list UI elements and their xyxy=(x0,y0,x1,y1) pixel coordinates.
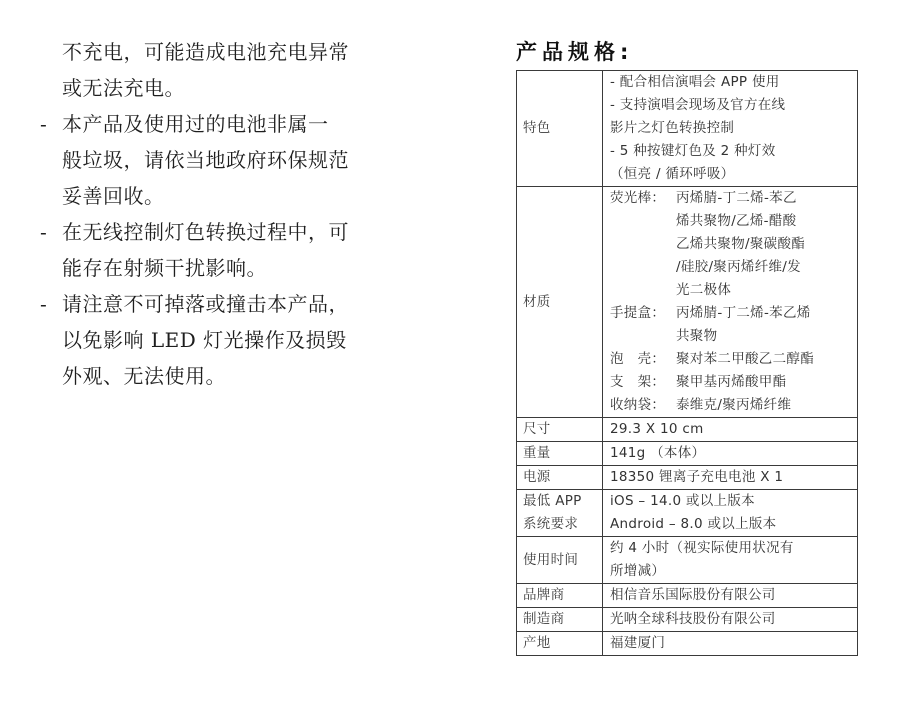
material-name: 支 架： xyxy=(610,374,666,390)
material-item xyxy=(610,302,853,348)
material-line: 烯共聚物/乙烯-醋酸 xyxy=(676,213,797,229)
note-line: 以免影响 LED 灯光操作及损毁 xyxy=(62,328,347,352)
material-item xyxy=(610,394,853,417)
material-line: 聚对苯二甲酸乙二醇酯 xyxy=(676,351,814,367)
spec-value-line: 约 4 小时（视实际使用状况有 xyxy=(610,540,794,556)
note-line: 或无法充电。 xyxy=(62,76,185,100)
spec-label: 材质 xyxy=(517,187,603,418)
note-bullet: - xyxy=(40,112,48,136)
spec-value xyxy=(603,490,858,537)
note-item xyxy=(40,214,390,286)
material-line: 丙烯腈-丁二烯-苯乙烯 xyxy=(676,305,811,321)
spec-value-line: （恒亮 / 循环呼吸） xyxy=(610,166,735,182)
note-item xyxy=(40,34,390,106)
spec-table xyxy=(516,70,858,656)
notes-list xyxy=(40,34,390,394)
spec-value xyxy=(603,187,858,418)
material-line: 共聚物 xyxy=(676,328,718,344)
material-item xyxy=(610,371,853,394)
spec-row-requirements xyxy=(517,490,858,537)
note-line: 本产品及使用过的电池非属一 xyxy=(62,112,329,136)
note-item xyxy=(40,286,390,394)
spec-value-line: Android – 8.0 或以上版本 xyxy=(610,516,777,532)
spec-label-line: 最低 APP xyxy=(523,493,582,509)
spec-label: 制造商 xyxy=(517,608,603,632)
material-line: /硅胶/聚丙烯纤维/发 xyxy=(676,259,801,275)
spec-value: 29.3 X 10 cm xyxy=(603,418,858,442)
spec-label: 尺寸 xyxy=(517,418,603,442)
material-item xyxy=(610,187,853,210)
note-item xyxy=(40,106,390,214)
spec-row-brand xyxy=(517,584,858,608)
spec-row-origin xyxy=(517,632,858,656)
spec-value: 光呐全球科技股份有限公司 xyxy=(603,608,858,632)
note-bullet: - xyxy=(40,220,48,244)
spec-row-size xyxy=(517,418,858,442)
note-line: 在无线控制灯色转换过程中，可 xyxy=(62,220,349,244)
spec-value-line: - 5 种按键灯色及 2 种灯效 xyxy=(610,143,776,159)
spec-value: 141g （本体） xyxy=(603,442,858,466)
note-line: 能存在射频干扰影响。 xyxy=(62,256,267,280)
material-line: 泰维克/聚丙烯纤维 xyxy=(676,397,792,413)
material-line: 光二极体 xyxy=(676,282,732,298)
material-name: 荧光棒： xyxy=(610,190,666,206)
material-item xyxy=(610,348,853,371)
note-line: 妥善回收。 xyxy=(62,184,165,208)
spec-label: 重量 xyxy=(517,442,603,466)
spec-row-usage-time xyxy=(517,537,858,584)
spec-value: 18350 锂离子充电电池 X 1 xyxy=(603,466,858,490)
material-name: 收纳袋： xyxy=(610,397,666,413)
material-name: 泡 壳： xyxy=(610,351,666,367)
material-line: 聚甲基丙烯酸甲酯 xyxy=(676,374,787,390)
spec-value-line: 影片之灯色转换控制 xyxy=(610,120,735,136)
spec-value-line: - 支持演唱会现场及官方在线 xyxy=(610,97,786,113)
material-name: 手提盒： xyxy=(610,305,666,321)
spec-value xyxy=(603,71,858,187)
spec-value-line: iOS – 14.0 或以上版本 xyxy=(610,493,755,509)
spec-title: 产品规格: xyxy=(516,40,634,64)
spec-row-material xyxy=(517,187,858,418)
material-line: 丙烯腈-丁二烯-苯乙 xyxy=(676,190,797,206)
spec-row-features xyxy=(517,71,858,187)
spec-value-line: - 配合相信演唱会 APP 使用 xyxy=(610,74,780,90)
spec-row-power xyxy=(517,466,858,490)
spec-row-manufacturer xyxy=(517,608,858,632)
spec-row-weight xyxy=(517,442,858,466)
material-item xyxy=(610,210,853,302)
note-line: 外观、无法使用。 xyxy=(62,364,226,388)
spec-value-line: 所增减） xyxy=(610,563,666,579)
spec-label: 产地 xyxy=(517,632,603,656)
spec-value: 相信音乐国际股份有限公司 xyxy=(603,584,858,608)
spec-label xyxy=(517,490,603,537)
note-bullet: - xyxy=(40,292,48,316)
note-line: 不充电，可能造成电池充电异常 xyxy=(62,40,349,64)
spec-label-line: 系统要求 xyxy=(523,516,579,532)
note-line: 请注意不可掉落或撞击本产品， xyxy=(62,292,349,316)
spec-label: 电源 xyxy=(517,466,603,490)
spec-value: 福建厦门 xyxy=(603,632,858,656)
spec-label: 使用时间 xyxy=(517,537,603,584)
spec-value xyxy=(603,537,858,584)
spec-label: 特色 xyxy=(517,71,603,187)
spec-label: 品牌商 xyxy=(517,584,603,608)
note-line: 般垃圾，请依当地政府环保规范 xyxy=(62,148,349,172)
material-line: 乙烯共聚物/聚碳酸酯 xyxy=(676,236,806,252)
